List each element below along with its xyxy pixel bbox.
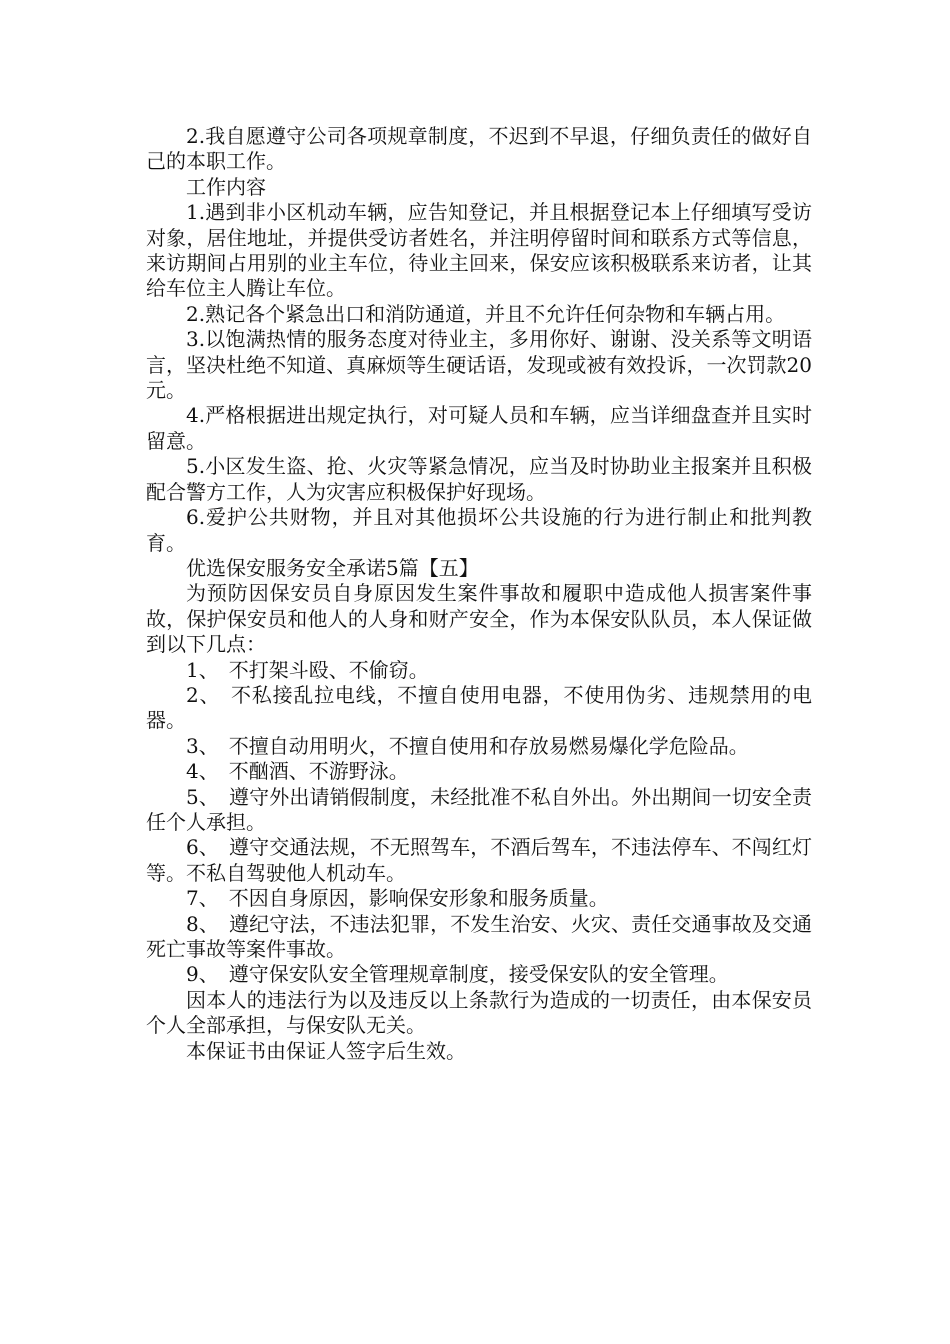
pledge-item-2: 2、 不私接乱拉电线，不擅自使用电器，不使用伪劣、违规禁用的电器。 [146,682,812,733]
pledge-item-6: 6、 遵守交通法规，不无照驾车，不酒后驾车，不违法停车、不闯红灯等。不私自驾驶他人机动车。 [146,835,812,885]
pledge-item-1: 1、 不打架斗殴、不偷窃。 [186,657,429,682]
paragraph-pledge-intro: 为预防因保安员自身原因发生案件事故和履职中造成他人损害案件事故，保护保安员和他人的人身和财产安全，作为本保安队队员，本人保证做到以下几点： [146,581,812,657]
paragraph-work-2: 2.熟记各个紧急出口和消防通道，并且不允许任何杂物和车辆占用。 [186,301,786,326]
paragraph-rule-2: 2.我自愿遵守公司各项规章制度，不迟到不早退，仔细负责任的做好自己的本职工作。 [146,124,812,174]
paragraph-work-3: 3.以饱满热情的服务态度对待业主，多用你好、谢谢、没关系等文明语言，坚决杜绝不知道、真麻烦等生硬话语，发现或被有效投诉，一次罚款20元。 [146,327,812,403]
pledge-item-5: 5、 遵守外出请销假制度，未经批准不私自外出。外出期间一切安全责任个人承担。 [146,784,812,834]
pledge-item-8: 8、 遵纪守法，不违法犯罪，不发生治安、火灾、责任交通事故及交通死亡事故等案件事故。 [146,911,812,961]
paragraph-work-4: 4.严格根据进出规定执行，对可疑人员和车辆，应当详细盘查并且实时留意。 [146,403,812,453]
section-heading-pledge-5: 优选保安服务安全承诺5篇【五】 [186,555,479,580]
pledge-item-7: 7、 不因自身原因，影响保安形象和服务质量。 [186,886,609,911]
paragraph-effective: 本保证书由保证人签字后生效。 [186,1038,466,1063]
pledge-item-9: 9、 遵守保安队安全管理规章制度，接受保安队的安全管理。 [186,962,729,987]
paragraph-work-1: 1.遇到非小区机动车辆，应告知登记，并且根据登记本上仔细填写受访对象，居住地址，并提供受访者姓名，并注明停留时间和联系方式等信息，来访期间占用别的业主车位，待业主回来，保安应该积极联系来访者，让其给车位主人腾让车位。 [146,200,812,301]
paragraph-work-6: 6.爱护公共财物，并且对其他损坏公共设施的行为进行制止和批判教育。 [146,505,812,555]
pledge-item-4: 4、 不酗酒、不游野泳。 [186,759,409,784]
paragraph-work-5: 5.小区发生盗、抢、火灾等紧急情况，应当及时协助业主报案并且积极配合警方工作，人为灾害应积极保护好现场。 [146,454,812,504]
document-body [146,124,812,1064]
paragraph-liability: 因本人的违法行为以及违反以上条款行为造成的一切责任，由本保安员个人全部承担，与保安队无关。 [146,987,812,1038]
section-heading-work-content: 工作内容 [186,174,266,199]
pledge-item-3: 3、 不擅自动用明火，不擅自使用和存放易燃易爆化学危险品。 [186,733,749,758]
